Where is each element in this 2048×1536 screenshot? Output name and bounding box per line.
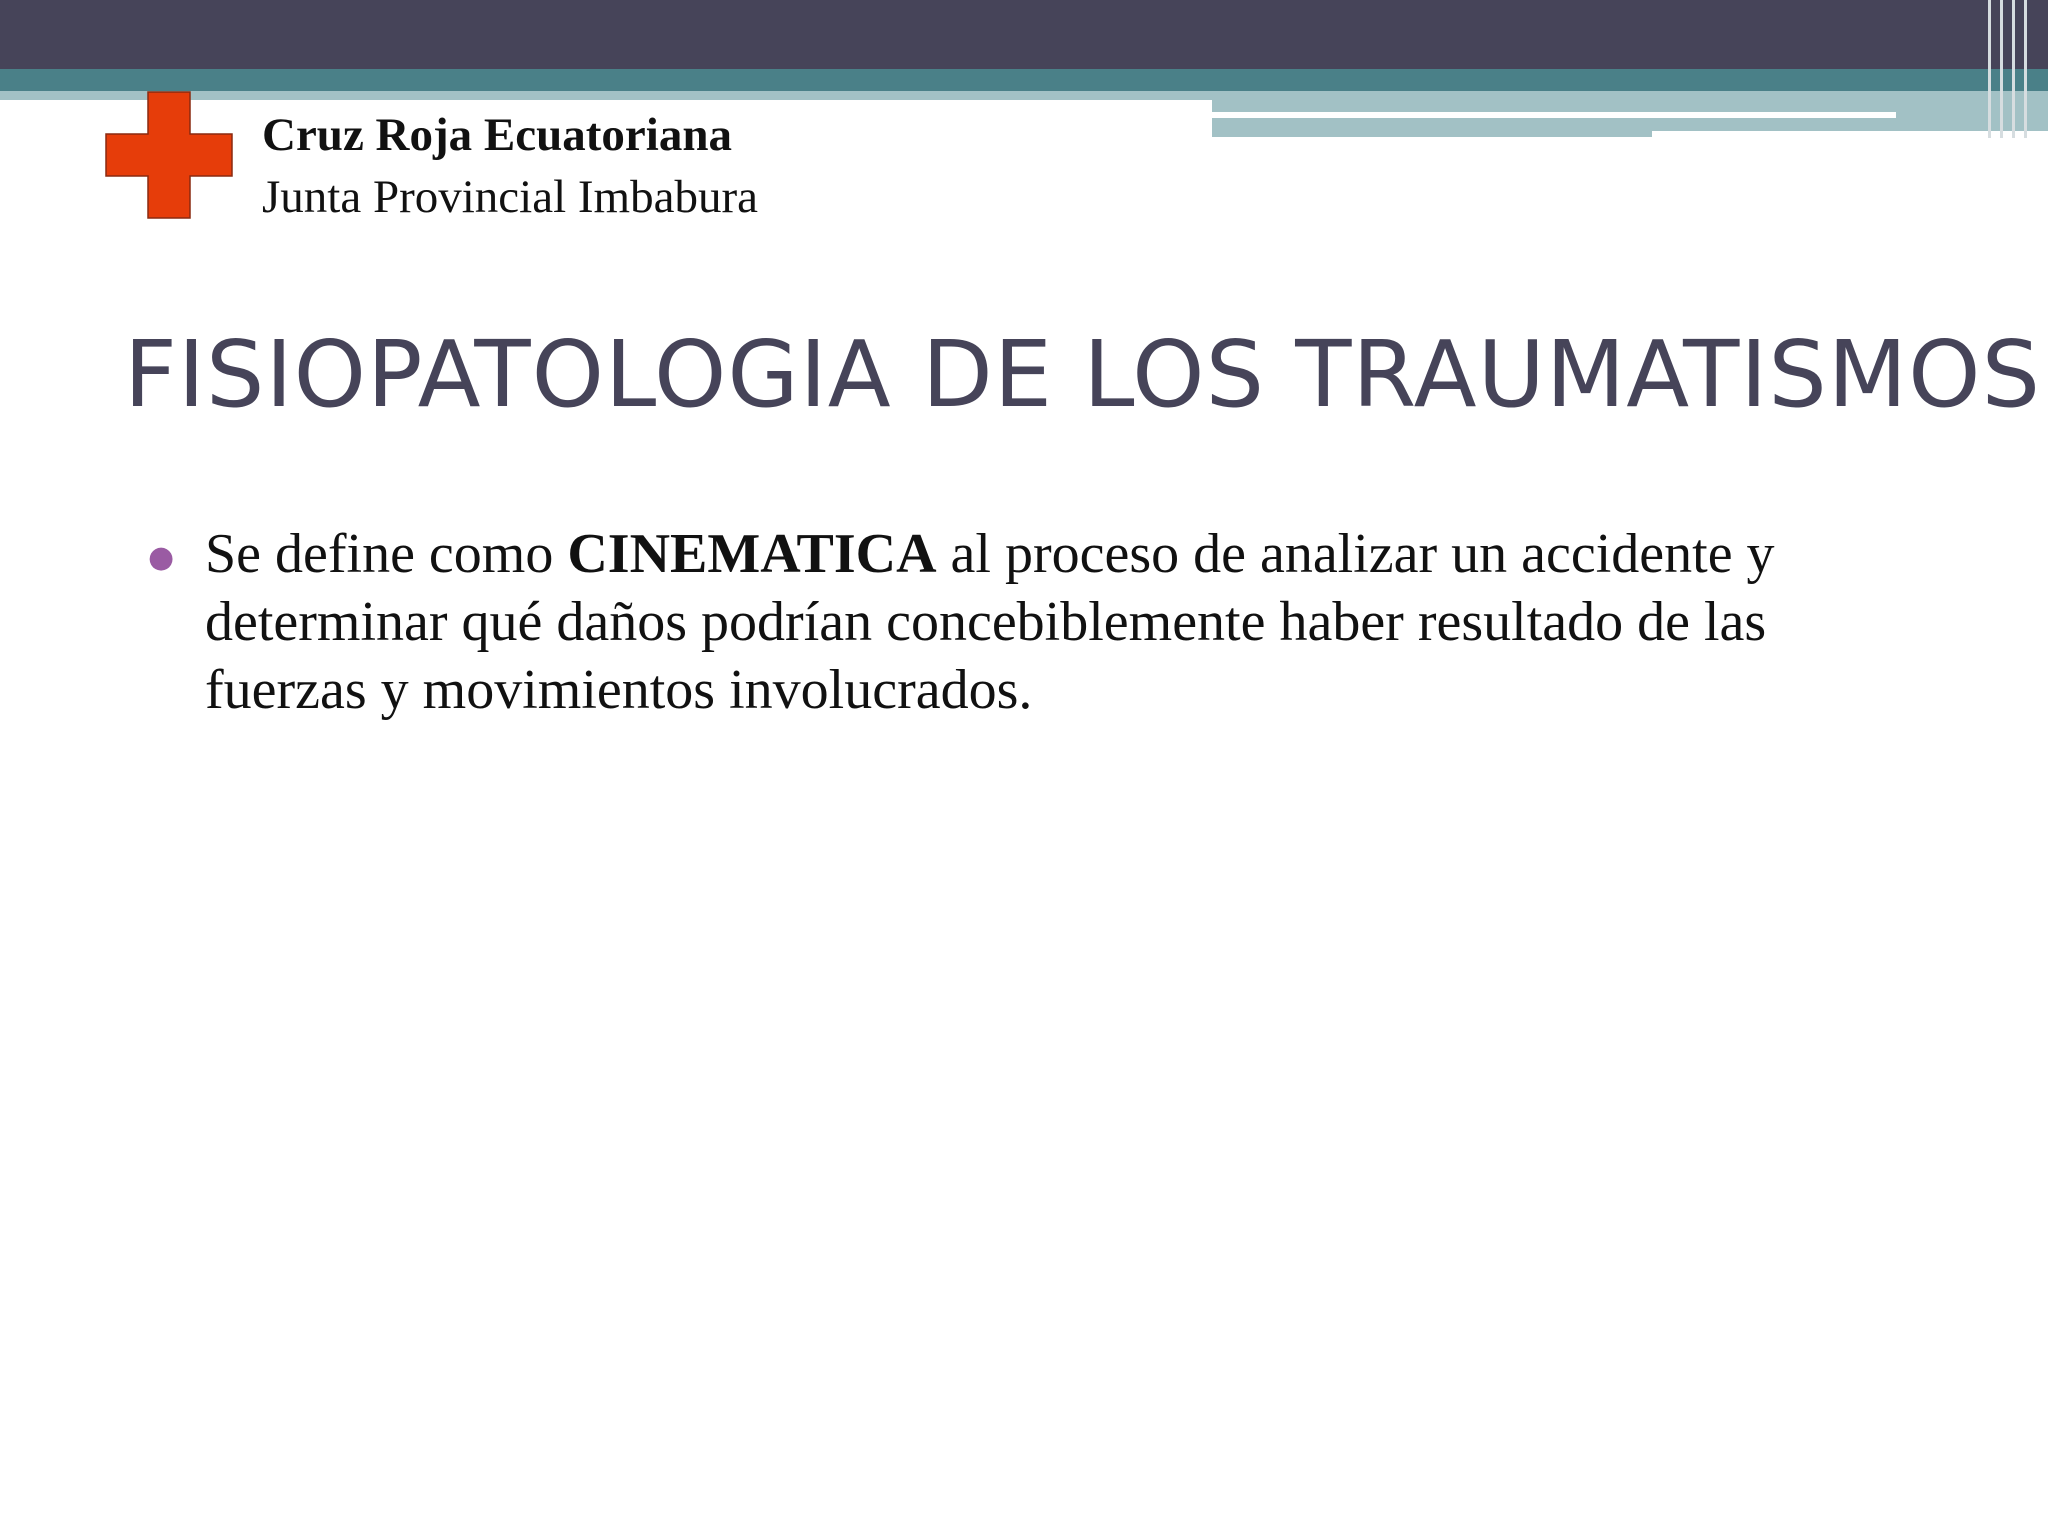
bullet-text-lead: Se define como — [205, 523, 568, 585]
bullet-text-bold-term: CINEMATICA — [567, 523, 937, 585]
bullet-marker-icon: ● — [148, 540, 175, 575]
header-vertical-stripe — [2024, 0, 2027, 138]
organization-name: Cruz Roja Ecuatoriana — [262, 109, 732, 161]
red-cross-icon — [105, 91, 233, 219]
bullet-text-rest: al proceso de analizar un accidente y determinar qué daños podrían concebiblemente haber resultado de las fuerzas y movimientos involucrados. — [205, 523, 1775, 721]
header-vertical-stripe — [2012, 0, 2015, 138]
header-band-dark — [0, 0, 2048, 69]
header-band-white-line — [1212, 112, 1896, 118]
header-vertical-stripe — [2000, 0, 2003, 138]
header-vertical-stripe — [1988, 0, 1991, 138]
organization-subtitle: Junta Provincial Imbabura — [262, 171, 758, 223]
bullet-text — [205, 520, 1925, 724]
header-band-teal — [0, 69, 2048, 91]
slide-title: FISIOPATOLOGIA DE LOS TRAUMATISMOS — [124, 321, 2041, 428]
